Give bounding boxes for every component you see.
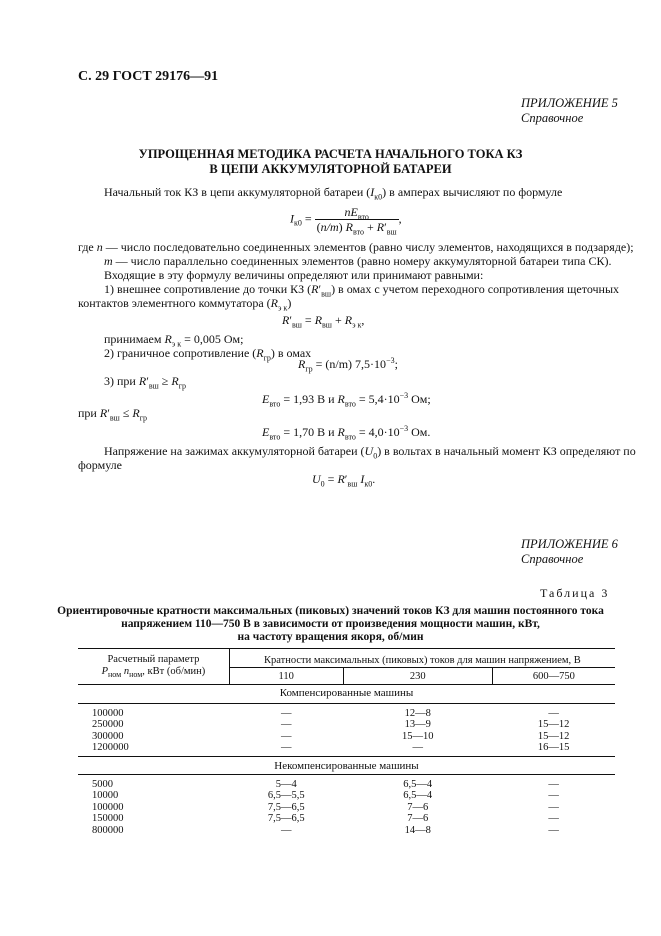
appendix-6-type: Справочное (521, 552, 584, 566)
appendix-5-type: Справочное (521, 111, 584, 125)
item-1: 1) внешнее сопротивление до точки КЗ $(R'_{вш})$ в омах с учетом переходного сопротивления щеточных (104, 282, 620, 299)
table-title-line-1: Ориентировочные кратности максимальных (пиковых) значений токов КЗ для машин постоянного тока (57, 605, 604, 617)
table-title (0, 605, 661, 644)
table-row: 250000 — 13—9 15—12 (92, 719, 570, 730)
table-row: 1200000 — — 16—15 (78, 742, 615, 756)
item-3: 3) при $R'_{вш} \ge R_{гр}$ (104, 374, 186, 391)
table-row: 10000 6,5—5,5 6,5—4 — (92, 790, 559, 801)
voltage-paragraph-cont: формуле (78, 458, 122, 472)
table-title-line-2: напряжением 110—750 В в зависимости от произведения мощности машин, кВт, (121, 618, 540, 630)
header-param: Расчетный параметр $P_{ном}$ $n_{ном}$, кВт (об/мин) (78, 649, 229, 685)
section-uncompensated: Некомпенсированные машины (274, 759, 419, 772)
table-row: 5000 5—4 6,5—4 — (92, 778, 559, 790)
header-voltage-230: 230 (343, 667, 492, 684)
formula-e2: $E_{вто} = 1,70$ В и $R_{вто} = 4,0\cdot 10^{-3}$ Ом. (262, 424, 431, 442)
intro-paragraph: Начальный ток КЗ в цепи аккумуляторной батареи $(I_{к0})$ в амперах вычисляют по формуле (104, 185, 563, 202)
section-compensated: Компенсированные машины (279, 686, 414, 699)
table-row: 150000 7,5—6,5 7—6 — (92, 813, 559, 824)
voltage-paragraph: Напряжение на зажимах аккумуляторной батареи $(U_0)$ в вольтах в начальный момент КЗ определяют по (104, 444, 636, 461)
table-number: Таблица 3 (540, 586, 610, 600)
formula-rtr: $R_{гр} = (n/m)$ $7,5\cdot 10^{-3}$; (298, 356, 398, 374)
table-row: 100000 — 12—8 — (92, 707, 559, 719)
definition-m: m — число параллельно соединенных элементов (равно номеру аккумуляторной батареи типа СК). (104, 254, 612, 268)
condition-2: при $R'_{вш} \le R_{гр}$ (78, 406, 147, 423)
header-voltage-110: 110 (229, 667, 343, 684)
formula-u0: $U_0 = R'_{вш}$ $I_{к0}$. (312, 472, 376, 489)
title-line-1: УПРОЩЕННАЯ МЕТОДИКА РАСЧЕТА НАЧАЛЬНОГО ТОКА КЗ (138, 147, 523, 161)
formula-rvsh: $R'_{вш} = R_{вш} + R_{э к}$, (282, 313, 365, 330)
appendix-5-label: ПРИЛОЖЕНИЕ 5 (521, 96, 618, 110)
formula-ik0: $I_{к0}$ = $\frac{nE_{вто}}{(n/m) R_{вто} + R'_{вш}}$ , (290, 205, 402, 237)
accept-rek: принимаем $R_{э к} = 0,005$ Ом; (104, 332, 244, 349)
table-title-line-3: на частоту вращения якоря, об/мин (237, 631, 424, 643)
appendix-5-title (0, 147, 661, 177)
item-1-cont: контактов элементного коммутатора $(R_{э к})$ (78, 296, 292, 313)
header-main: Кратности максимальных (пиковых) токов для машин напряжением, В (229, 649, 615, 668)
item-2: 2) граничное сопротивление $(R_{гр})$ в омах (104, 346, 312, 363)
header-voltage-600-750: 600—750 (532, 670, 575, 682)
appendix-6-label: ПРИЛОЖЕНИЕ 6 (521, 537, 618, 551)
appendix-5-heading (521, 96, 618, 126)
title-line-2: В ЦЕПИ АККУМУЛЯТОРНОЙ БАТАРЕИ (209, 162, 452, 176)
appendix-6-heading (521, 537, 618, 567)
table-row: 100000 7,5—6,5 7—6 — (92, 801, 559, 813)
table-row: 800000 — 14—8 — (92, 824, 559, 836)
page-header: С. 29 ГОСТ 29176—91 (78, 69, 219, 84)
table-row: 300000 — 15—10 15—12 (92, 730, 570, 742)
incoming-text: Входящие в эту формулу величины определяют или принимают равными: (104, 268, 484, 282)
definition-n: где n — число последовательно соединенных элементов (равно числу элементов, находящихся в подзаряде); (78, 240, 634, 254)
table-3 (78, 648, 615, 836)
formula-e1: $E_{вто} = 1,93$ В и $R_{вто} = 5,4\cdot 10^{-3}$ Ом; (262, 391, 431, 409)
